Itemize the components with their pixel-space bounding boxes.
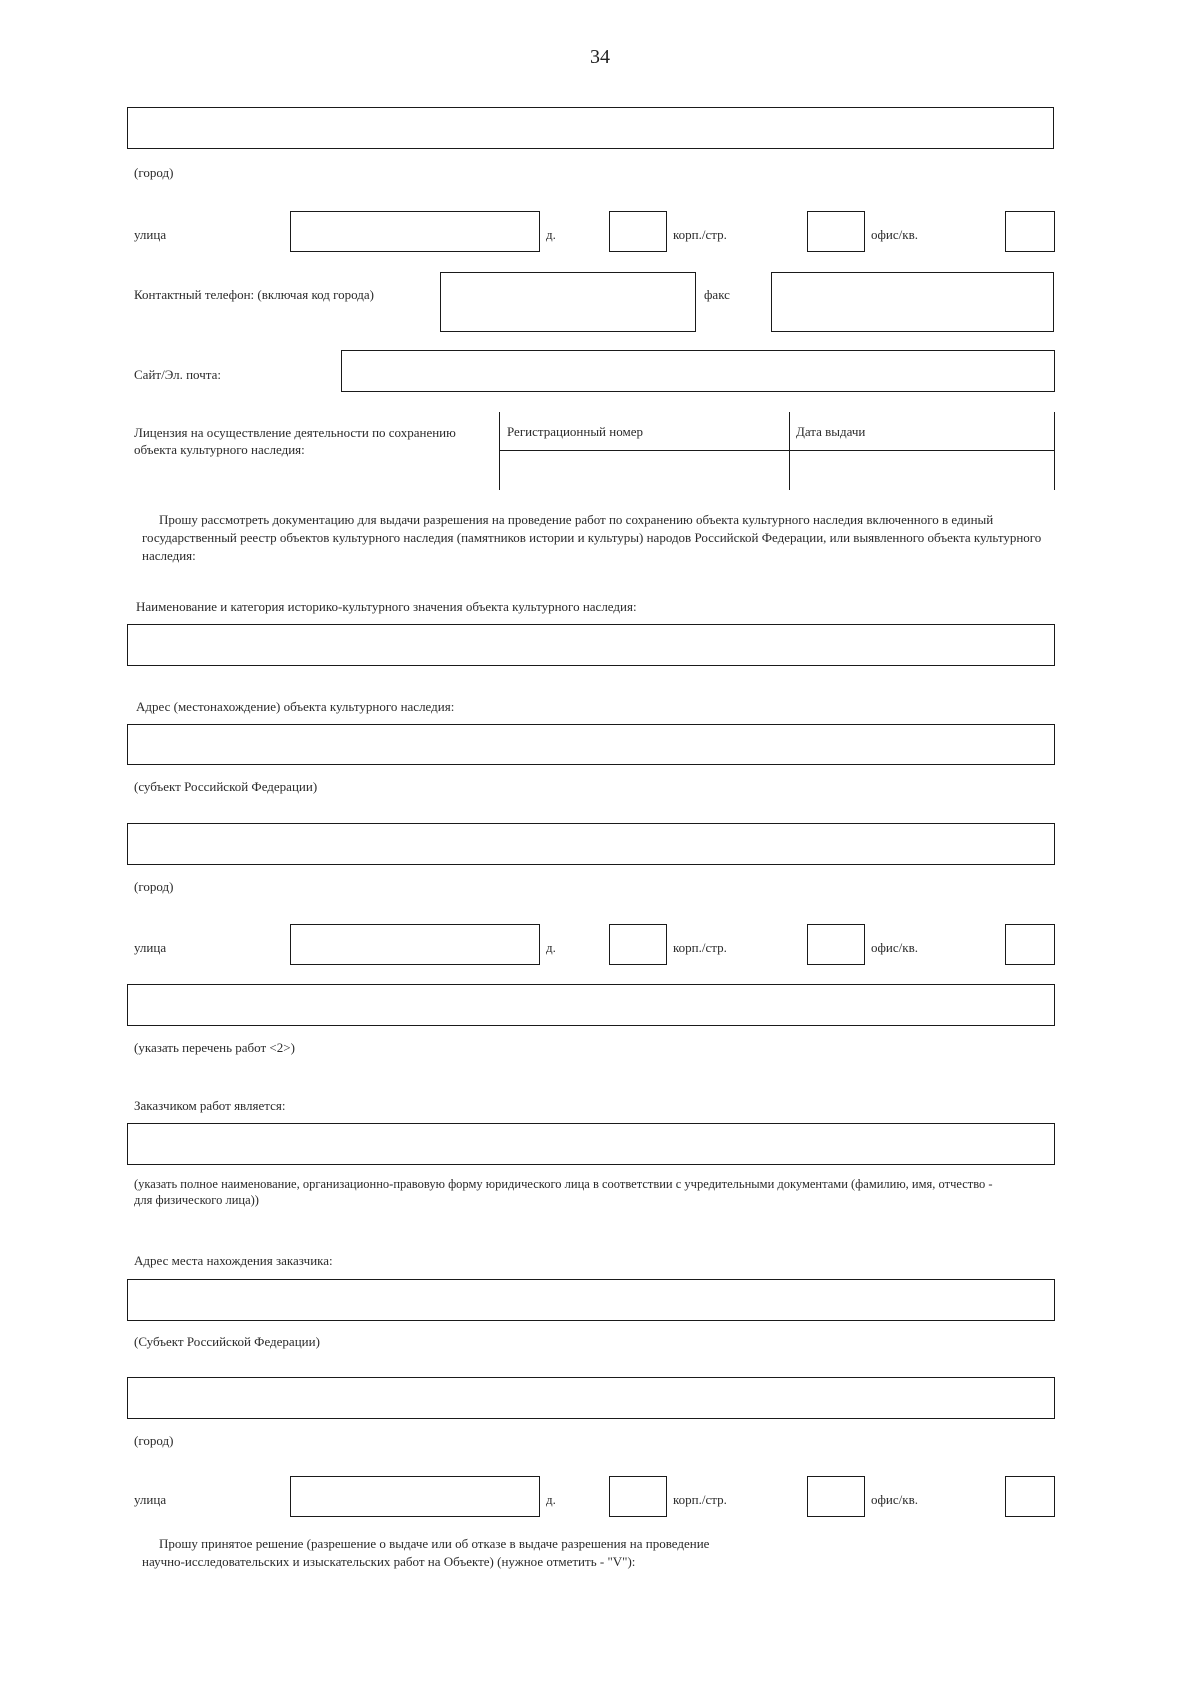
house-field[interactable] — [609, 211, 667, 252]
page-number: 34 — [590, 46, 610, 68]
customer-caption: (указать полное наименование, организационно-правовую форму юридического лица в соответствии с учредительными документами (фамилию, имя, отчество - для физического лица)) — [134, 1177, 993, 1207]
license-table-left-border — [499, 412, 500, 490]
street-label: улица — [134, 227, 167, 242]
customer-building-field[interactable] — [807, 1476, 865, 1517]
phone-label: Контактный телефон: (включая код города) — [134, 287, 374, 302]
phone-field[interactable] — [440, 272, 696, 332]
object-name-field[interactable] — [127, 624, 1055, 666]
city-caption: (город) — [134, 165, 174, 180]
license-table-right-border — [1054, 412, 1055, 490]
works-list-caption: (указать перечень работ <2>) — [134, 1040, 295, 1055]
license-reg-number-field[interactable] — [501, 452, 788, 489]
object-subject-caption: (субъект Российской Федерации) — [134, 779, 318, 794]
object-house-label: д. — [546, 940, 556, 955]
customer-subject-caption: (Субъект Российской Федерации) — [134, 1334, 320, 1349]
object-building-field[interactable] — [807, 924, 865, 965]
customer-city-caption: (город) — [134, 1433, 174, 1448]
object-subject-field[interactable] — [127, 724, 1055, 765]
customer-office-field[interactable] — [1005, 1476, 1055, 1517]
license-issue-date-header: Дата выдачи — [796, 424, 866, 439]
customer-street-field[interactable] — [290, 1476, 540, 1517]
customer-building-label: корп./стр. — [673, 1492, 727, 1507]
fax-label: факс — [704, 287, 730, 302]
object-name-label: Наименование и категория историко-культурного значения объекта культурного наследия: — [136, 599, 637, 614]
office-label: офис/кв. — [871, 227, 918, 242]
site-email-label: Сайт/Эл. почта: — [134, 367, 221, 382]
object-office-field[interactable] — [1005, 924, 1055, 965]
object-house-field[interactable] — [609, 924, 667, 965]
site-email-field[interactable] — [341, 350, 1055, 392]
customer-city-field[interactable] — [127, 1377, 1055, 1419]
customer-subject-field[interactable] — [127, 1279, 1055, 1321]
customer-house-label: д. — [546, 1492, 556, 1507]
house-label: д. — [546, 227, 556, 242]
license-issue-date-field[interactable] — [791, 452, 1053, 489]
building-label: корп./стр. — [673, 227, 727, 242]
street-field[interactable] — [290, 211, 540, 252]
decision-paragraph: Прошу принятое решение (разрешение о выдаче или об отказе в выдаче разрешения на проведение научно-исследовательских и изыскательских работ на Объекте) (нужное отметить - "V"): — [142, 1536, 710, 1569]
request-paragraph: Прошу рассмотреть документацию для выдачи разрешения на проведение работ по сохранению объекта культурного наследия включенного в единый государственный реестр объектов культурного наследия (памятников истории и культуры) народов Российской Федерации, или выявленного объекта культурного наследия: — [142, 512, 1042, 563]
works-list-field[interactable] — [127, 984, 1055, 1026]
object-street-label: улица — [134, 940, 167, 955]
license-table-divider — [789, 412, 790, 490]
customer-field[interactable] — [127, 1123, 1055, 1165]
object-office-label: офис/кв. — [871, 940, 918, 955]
object-city-caption: (город) — [134, 879, 174, 894]
object-address-label: Адрес (местонахождение) объекта культурного наследия: — [136, 699, 455, 714]
customer-address-label: Адрес места нахождения заказчика: — [134, 1253, 333, 1268]
license-label: Лицензия на осуществление деятельности по сохранению объекта культурного наследия: — [134, 425, 456, 457]
customer-street-label: улица — [134, 1492, 167, 1507]
city-field[interactable] — [127, 107, 1054, 149]
object-street-field[interactable] — [290, 924, 540, 965]
fax-field[interactable] — [771, 272, 1054, 332]
building-field[interactable] — [807, 211, 865, 252]
customer-office-label: офис/кв. — [871, 1492, 918, 1507]
license-table-header-rule — [499, 450, 1055, 451]
customer-house-field[interactable] — [609, 1476, 667, 1517]
license-reg-number-header: Регистрационный номер — [507, 424, 643, 439]
office-field[interactable] — [1005, 211, 1055, 252]
object-city-field[interactable] — [127, 823, 1055, 865]
customer-label: Заказчиком работ является: — [134, 1098, 286, 1113]
object-building-label: корп./стр. — [673, 940, 727, 955]
